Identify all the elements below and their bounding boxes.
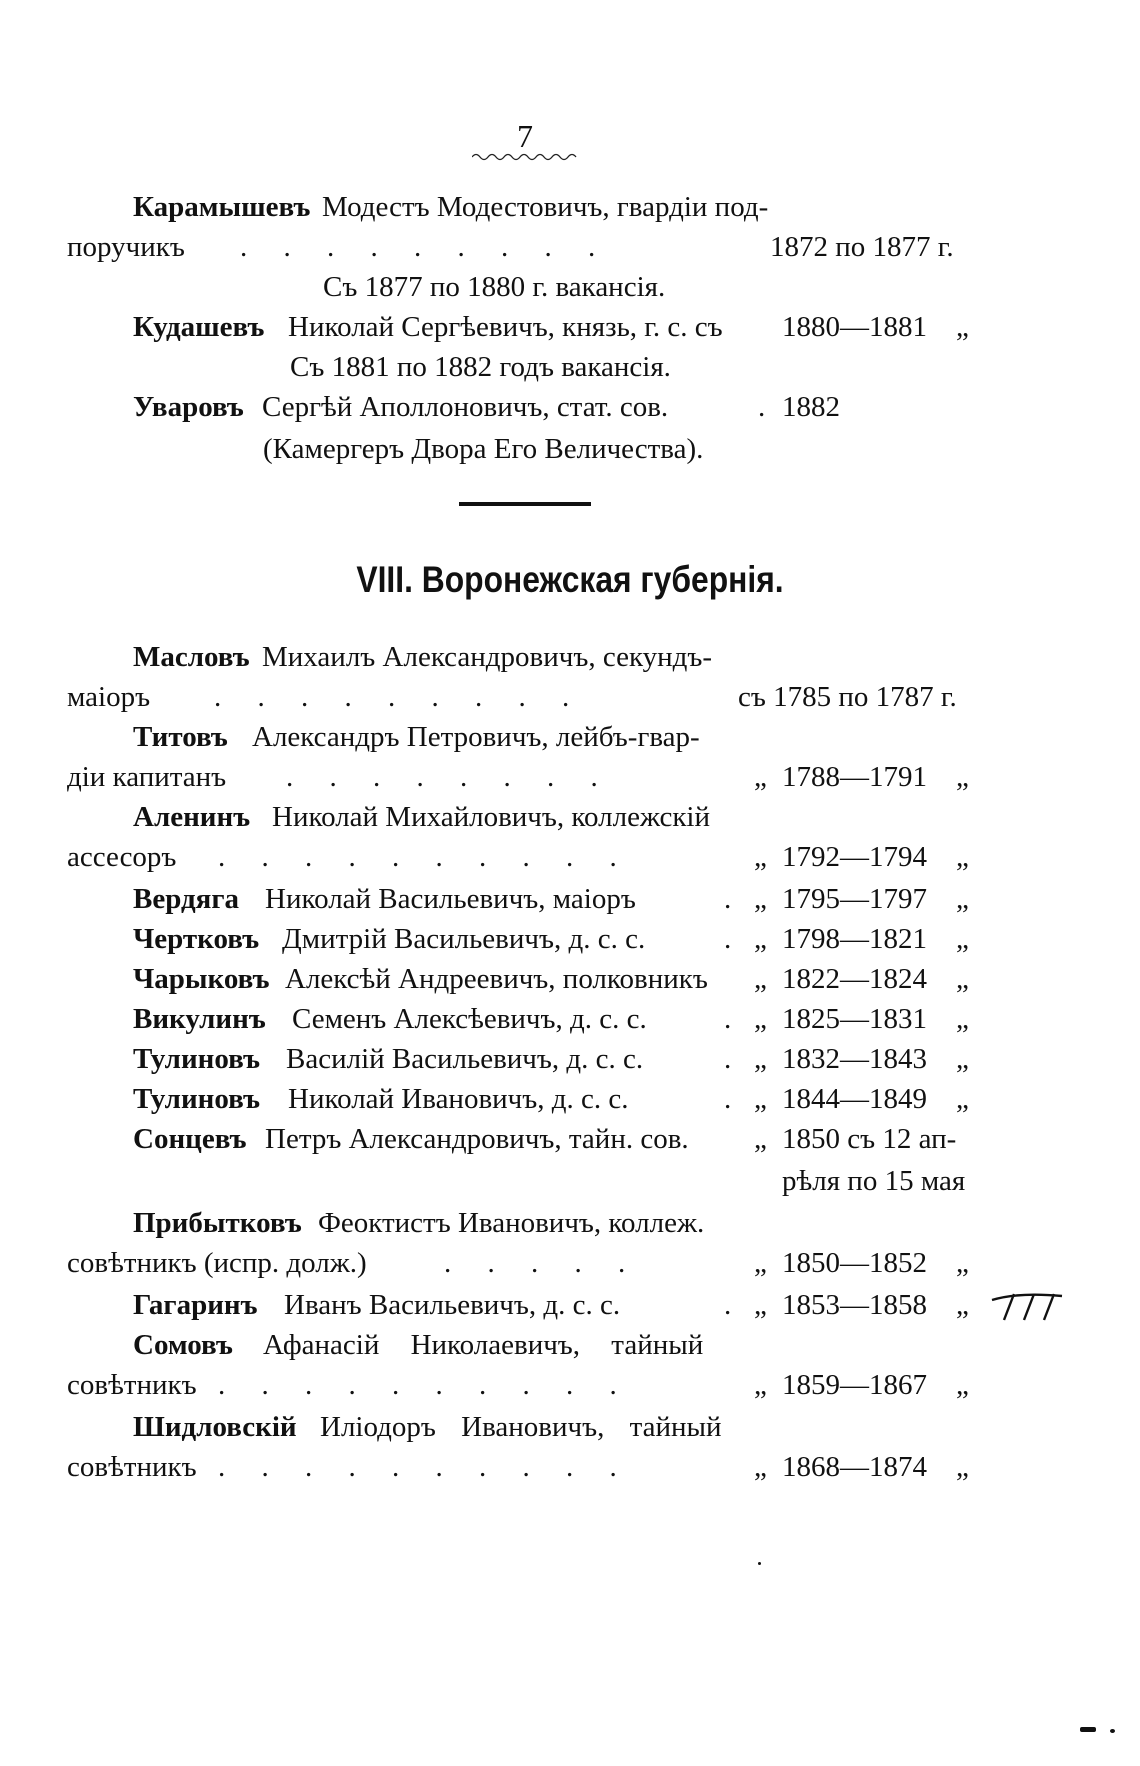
entry-text: діи капитанъ (67, 761, 227, 793)
entry-text: Николай Васильевичъ, маіоръ (265, 883, 636, 915)
entry-chertkov (0, 920, 1140, 958)
ditto-mark: „ (956, 1369, 969, 1401)
entry-text: Александръ Петровичъ, лейбъ-гвар- (252, 721, 700, 753)
entry-karamyshev-line2 (0, 228, 1140, 266)
dot-leader: . . . . . . . . (286, 761, 598, 793)
entry-verdyaga (0, 880, 1140, 918)
ditto-mark: „ (956, 311, 969, 343)
entry-dates: 1850 съ 12 ап- (782, 1123, 957, 1155)
entry-dates: 1792—1794 (782, 841, 927, 873)
entry-dates: 1872 по 1877 г. (770, 231, 954, 263)
entry-dates: 1882 (782, 391, 840, 423)
dot-leader: . . . . . . . . . (240, 231, 596, 263)
entry-text: Сергѣй Аполлоновичъ, стат. сов. (262, 391, 669, 423)
dot-leader: . (758, 391, 766, 423)
dot-leader: . (724, 1043, 732, 1075)
entry-charykov (0, 960, 1140, 998)
vacancy-line-1 (0, 268, 1140, 306)
ditto-mark: „ (754, 1123, 767, 1155)
print-speck (758, 1562, 761, 1565)
entry-name: Уваровъ (133, 391, 244, 423)
entry-dates: 1788—1791 (782, 761, 927, 793)
vacancy-line-2 (0, 348, 1140, 386)
entry-dates: съ 1785 по 1787 г. (738, 681, 957, 713)
entry-text: Василій Васильевичъ, д. с. с. (286, 1043, 644, 1075)
entry-text: Феоктистъ Ивановичъ, коллеж. (318, 1207, 705, 1239)
entry-somov-line1 (0, 1326, 1140, 1364)
entry-dates: 1795—1797 (782, 883, 927, 915)
entry-tulinov-2 (0, 1080, 1140, 1118)
entry-text: Иліодоръ Ивановичъ, тайный (320, 1411, 722, 1443)
dot-leader: . . . . . . . . . . (218, 1369, 617, 1401)
entry-name: Кудашевъ (133, 311, 265, 343)
entry-name: Чертковъ (133, 923, 260, 955)
ditto-mark: „ (956, 1289, 969, 1321)
ditto-mark: „ (754, 1083, 767, 1115)
dot-leader: . (724, 1083, 732, 1115)
entry-shidlovsky-line2 (0, 1448, 1140, 1486)
entry-sontsev-line2 (0, 1162, 1140, 1200)
entry-text: Николай Ивановичъ, д. с. с. (288, 1083, 629, 1115)
ditto-mark: „ (956, 963, 969, 995)
entry-karamyshev-line1 (0, 188, 1140, 226)
ditto-mark: „ (956, 1247, 969, 1279)
handwritten-mark-icon (988, 1286, 1066, 1326)
entry-text: совѣтникъ (67, 1451, 197, 1483)
entry-titov-line2 (0, 758, 1140, 796)
entry-text: Николай Сергѣевичъ, князь, г. с. съ (288, 311, 723, 343)
dot-leader: . . . . . . . . . . (218, 1451, 617, 1483)
entry-somov-line2 (0, 1366, 1140, 1404)
ditto-mark: „ (754, 1451, 767, 1483)
entry-dates: 1868—1874 (782, 1451, 927, 1483)
ditto-mark: „ (754, 1003, 767, 1035)
entry-text: Модестъ Модестовичъ, гвардіи под- (322, 191, 769, 223)
entry-gagarin (0, 1286, 1140, 1324)
entry-name: Тулиновъ (133, 1083, 260, 1115)
ditto-mark: „ (754, 883, 767, 915)
entry-tulinov-1 (0, 1040, 1140, 1078)
entry-shidlovsky-line1 (0, 1408, 1140, 1446)
entry-text: Николай Михайловичъ, коллежскій (272, 801, 710, 833)
entry-dates: 1825—1831 (782, 1003, 927, 1035)
ditto-mark: „ (754, 923, 767, 955)
ditto-mark: „ (956, 1043, 969, 1075)
dot-leader: . (724, 1003, 732, 1035)
entry-uvarov-note (0, 430, 1140, 468)
entry-text: Дмитрій Васильевичъ, д. с. с. (282, 923, 646, 955)
ditto-mark: „ (754, 963, 767, 995)
entry-name: Карамышевъ (133, 191, 311, 223)
entry-name: Гагаринъ (133, 1289, 258, 1321)
ditto-mark: „ (754, 1043, 767, 1075)
entry-name: Вердяга (133, 883, 239, 915)
entry-text: совѣтникъ (испр. долж.) (67, 1247, 367, 1279)
ditto-mark: „ (754, 841, 767, 873)
entry-dates: 1798—1821 (782, 923, 927, 955)
entry-name: Аленинъ (133, 801, 251, 833)
dot-leader: . . . . . (444, 1247, 626, 1279)
entry-text: ассесоръ (67, 841, 177, 873)
entry-text: маіоръ (67, 681, 151, 713)
ditto-mark: „ (754, 761, 767, 793)
entry-maslov-line2 (0, 678, 1140, 716)
entry-dates: 1832—1843 (782, 1043, 927, 1075)
entry-name: Тулиновъ (133, 1043, 260, 1075)
ditto-mark: „ (956, 883, 969, 915)
entry-dates: 1859—1867 (782, 1369, 927, 1401)
entry-dates: 1853—1858 (782, 1289, 927, 1321)
entry-maslov-line1 (0, 638, 1140, 676)
vacancy-text: Съ 1877 по 1880 г. вакансія. (323, 271, 666, 303)
entry-dates: 1880—1881 (782, 311, 927, 343)
entry-name: Чарыковъ (133, 963, 270, 995)
dot-leader: . (724, 883, 732, 915)
dot-leader: . . . . . . . . . . (218, 841, 617, 873)
entry-name: Прибытковъ (133, 1207, 302, 1239)
print-speck (1080, 1727, 1096, 1732)
entry-dates: 1850—1852 (782, 1247, 927, 1279)
entry-alenin-line2 (0, 838, 1140, 876)
section-divider (459, 502, 591, 506)
ditto-mark: „ (956, 1451, 969, 1483)
dot-leader: . (724, 1289, 732, 1321)
dot-leader: . . . . . . . . . (214, 681, 570, 713)
entry-name: Шидловскій (133, 1411, 297, 1443)
ditto-mark: „ (956, 923, 969, 955)
ditto-mark: „ (956, 1003, 969, 1035)
ditto-mark: „ (754, 1369, 767, 1401)
entry-name: Сомовъ (133, 1329, 233, 1361)
entry-text: Михаилъ Александровичъ, секундъ- (262, 641, 713, 673)
ditto-mark: „ (956, 761, 969, 793)
entry-text: Алексѣй Андреевичъ, полковникъ (285, 963, 708, 995)
page-number-ornament (472, 152, 578, 162)
entry-dates: рѣля по 15 мая (782, 1165, 966, 1197)
entry-vikulin (0, 1000, 1140, 1038)
entry-text: совѣтникъ (67, 1369, 197, 1401)
entry-dates: 1822—1824 (782, 963, 927, 995)
ditto-mark: „ (754, 1247, 767, 1279)
vacancy-text: Съ 1881 по 1882 годъ вакансія. (290, 351, 671, 383)
entry-alenin-line1 (0, 798, 1140, 836)
entry-name: Викулинъ (133, 1003, 266, 1035)
page-number: 7 (517, 118, 533, 154)
ditto-mark: „ (956, 1083, 969, 1115)
section-heading: VIII. Воронежская губернія. (356, 559, 784, 600)
entry-pribytkov-line1 (0, 1204, 1140, 1242)
entry-name: Титовъ (133, 721, 228, 753)
entry-note: (Камергеръ Двора Его Величества). (263, 433, 704, 465)
entry-text: Петръ Александровичъ, тайн. сов. (265, 1123, 689, 1155)
entry-kudashev (0, 308, 1140, 346)
entry-sontsev (0, 1120, 1140, 1158)
entry-titov-line1 (0, 718, 1140, 756)
ditto-mark: „ (754, 1289, 767, 1321)
dot-leader: . (724, 923, 732, 955)
entry-text: Иванъ Васильевичъ, д. с. с. (284, 1289, 621, 1321)
entry-text: Семенъ Алексѣевичъ, д. с. с. (292, 1003, 647, 1035)
entry-uvarov (0, 388, 1140, 426)
ditto-mark: „ (956, 841, 969, 873)
entry-text: поручикъ (67, 231, 185, 263)
entry-dates: 1844—1849 (782, 1083, 927, 1115)
entry-text: Афанасій Николаевичъ, тайный (263, 1329, 704, 1361)
entry-name: Сонцевъ (133, 1123, 247, 1155)
entry-name: Масловъ (133, 641, 250, 673)
entry-pribytkov-line2 (0, 1244, 1140, 1282)
print-speck (1110, 1729, 1115, 1733)
